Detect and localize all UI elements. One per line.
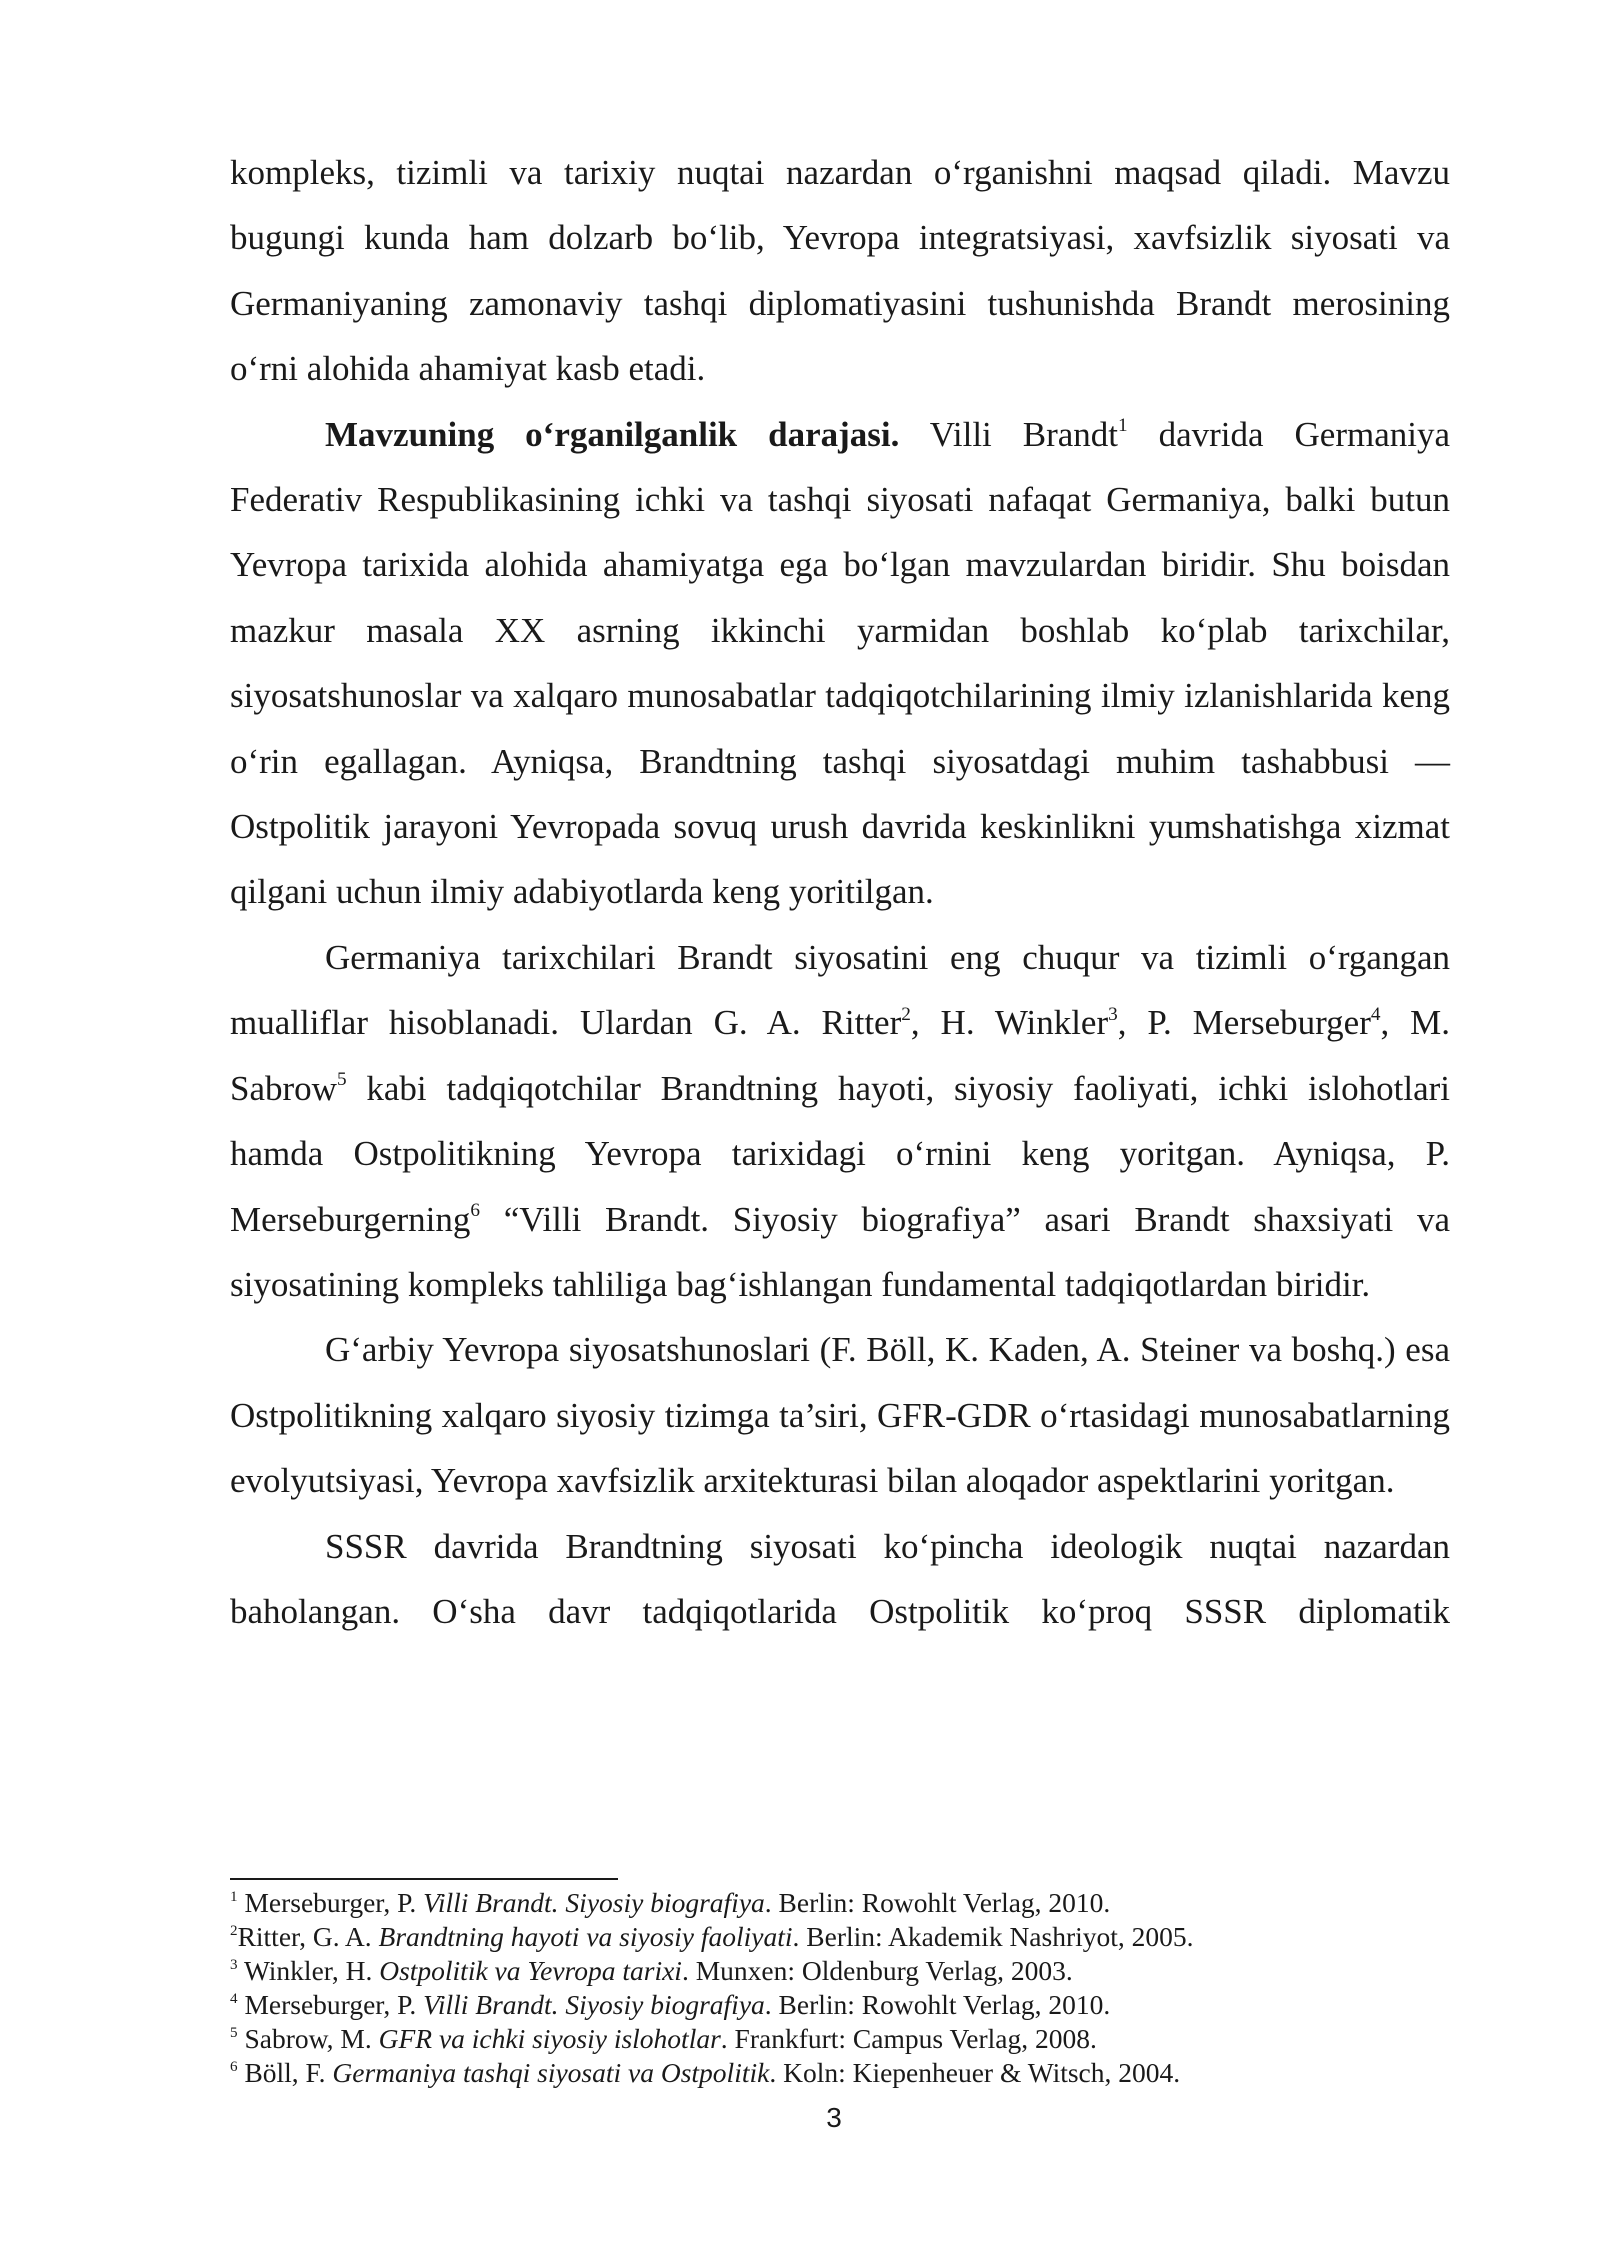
footnote-title: Ostpolitik va Yevropa tarixi [379,1955,682,1986]
footnote-ref[interactable]: 2 [901,1003,911,1025]
footnote-publisher: . Koln: Kiepenheuer & Witsch, 2004. [769,2057,1181,2088]
footnote-mark: 4 [230,1990,238,2007]
footnote-title: Brandtning hayoti va siyosiy faoliyati [378,1921,793,1952]
footnote-author: Böll, F. [237,2057,333,2088]
paragraph [230,925,1450,1317]
footnote-publisher: . Berlin: Rowohlt Verlag, 2010. [764,1989,1111,2020]
footnote [230,1920,1460,1954]
footnote-mark: 1 [230,1888,238,1905]
footnote-author: Merseburger, P. [237,1989,424,2020]
footnote-mark: 2 [230,1922,238,1939]
footnote-publisher: . Frankfurt: Campus Verlag, 2008. [720,2023,1097,2054]
footnote-publisher: . Munxen: Oldenburg Verlag, 2003. [681,1955,1073,1986]
footnote-author: Ritter, G. A. [237,1921,379,1952]
paragraph [230,1514,1450,1645]
paragraph [230,402,1450,925]
text-run: G‘arbiy Yevropa siyosatshunoslari (F. Böll, K. Kaden, A. Steiner va boshq.) esa Ostpolitikning xalqaro siyosiy tizimga ta’siri, GFR-GDR o‘rtasidagi munosabatlarning evolyutsiyasi, Yevropa xavfsizlik arxitekturasi bilan aloqador aspektlarini yoritgan. [230,1330,1450,1501]
footnote-ref[interactable]: 4 [1370,1003,1381,1025]
footnote [230,1988,1460,2022]
footnote-separator [230,1878,618,1880]
body-text [230,140,1450,1644]
footnote-author: Sabrow, M. [237,2023,379,2054]
footnote-ref[interactable]: 6 [470,1200,481,1222]
footnote-mark: 3 [230,1956,238,1973]
footnote-title: Villi Brandt. Siyosiy biografiya [423,1989,765,2020]
text-run: , M. Sabrow [230,1003,1451,1108]
text-run: “Villi Brandt. Siyosiy biografiya” asari Brandt shaxsiyati va siyosatining kompleks tahliliga bag‘ishlangan fundamental tadqiqotlardan biridir. [230,1199,1450,1304]
footnote-publisher: . Berlin: Rowohlt Verlag, 2010. [764,1887,1111,1918]
footnote-publisher: . Berlin: Akademik Nashriyot, 2005. [792,1921,1194,1952]
text-run: , H. Winkler [910,1003,1109,1043]
footnotes [230,1886,1460,2090]
text-run: davrida Germaniya Federativ Respublikasining ichki va tashqi siyosati nafaqat Germaniya, balki butun Yevropa tarixida alohida ahamiyatga ega bo‘lgan mavzulardan biridir. Shu boisdan mazkur masala XX asrning ikkinchi yarmidan boshlab ko‘plab tarixchilar, siyosatshunoslar va xalqaro munosabatlar tadqiqotchilarining ilmiy izlanishlarida keng o‘rin egallagan. Ayniqsa, Brandtning tashqi siyosatdagi muhim tashabbusi — Ostpolitik jarayoni Yevropada sovuq urush davrida keskinlikni yumshatishga xizmat qilgani uchun ilmiy adabiyotlarda keng yoritilgan. [230,414,1450,912]
footnote [230,1954,1460,1988]
footnote [230,2056,1460,2090]
footnote-title: GFR va ichki siyosiy islohotlar [378,2023,721,2054]
footnote-ref[interactable]: 5 [336,1069,347,1091]
text-run: Villi Brandt [899,414,1118,454]
footnote-title: Villi Brandt. Siyosiy biografiya [423,1887,765,1918]
paragraph [230,140,1450,402]
page-number: 3 [826,2102,842,2133]
text-run: kabi tadqiqotchilar Brandtning hayoti, siyosiy faoliyati, ichki islohotlari hamda Ostpolitikning Yevropa tarixidagi o‘rnini keng yoritgan. Ayniqsa, P. Merseburgerning [230,1068,1450,1239]
text-run: Germaniya tarixchilari Brandt siyosatini eng chuqur va tizimli o‘rgangan mualliflar hisoblanadi. Ulardan G. A. Ritter [230,937,1450,1043]
paragraph [230,1317,1450,1513]
footnote-author: Merseburger, P. [237,1887,424,1918]
footnote-mark: 6 [230,2058,238,2075]
footnote-author: Winkler, H. [237,1955,380,1986]
footnote-title: Germaniya tashqi siyosati va Ostpolitik [332,2057,770,2088]
footnote-ref[interactable]: 3 [1108,1003,1118,1025]
footnote-mark: 5 [230,2024,238,2041]
footnote-ref[interactable]: 1 [1118,415,1128,437]
section-heading: Mavzuning o‘rganilganlik darajasi. [325,414,900,454]
text-run: , P. Merseburger [1117,1003,1371,1043]
footnote [230,2022,1460,2056]
text-run: kompleks, tizimli va tarixiy nuqtai nazardan o‘rganishni maqsad qiladi. Mavzu bugungi kunda ham dolzarb bo‘lib, Yevropa integratsiyasi, xavfsizlik siyosati va Germaniyaning zamonaviy tashqi diplomatiyasini tushunishda Brandt merosining o‘rni alohida ahamiyat kasb etadi. [230,153,1450,389]
footnote [230,1886,1460,1920]
text-run: SSSR davrida Brandtning siyosati ko‘pincha ideologik nuqtai nazardan baholangan. O‘sha davr tadqiqotlarida Ostpolitik ko‘proq SSSR diplomatik [230,1526,1450,1631]
